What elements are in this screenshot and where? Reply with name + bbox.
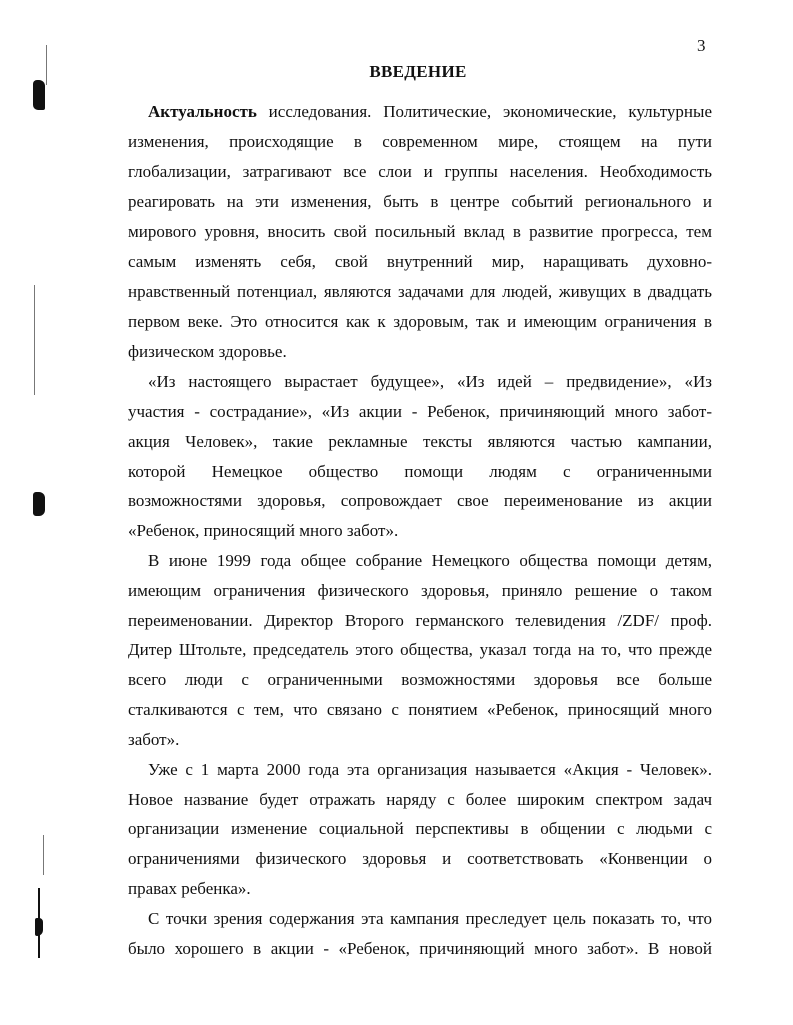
text-line: «Ребенок, приносящий много забот». <box>128 521 399 540</box>
scan-mark <box>35 918 43 936</box>
text-line-rest: исследования. Политические, экономические, культурные <box>256 102 712 121</box>
text-line: Уже с 1 марта 2000 года эта организация называется «Акция - Человек». <box>148 760 712 779</box>
text-line: акция Человек», такие рекламные тексты являются частью кампании, <box>128 432 712 451</box>
text-line: самым изменять себя, свой внутренний мир, наращивать духовно- <box>128 252 712 271</box>
text-line: организации изменение социальной перспективы в общении с людьми с <box>128 819 712 838</box>
text-line: первом веке. Это относится как к здоровым, так и имеющим ограничения в <box>128 312 712 331</box>
text-line: сталкиваются с тем, что связано с понятием «Ребенок, приносящий много <box>128 700 712 719</box>
text-line: В июне 1999 года общее собрание Немецкого общества помощи детям, <box>148 551 712 570</box>
text-line: Новое название будет отражать наряду с более широким спектром задач <box>128 790 712 809</box>
text-line: нравственный потенциал, являются задачами для людей, живущих в двадцать <box>128 282 712 301</box>
text-line: изменения, происходящие в современном мире, стоящем на пути <box>128 132 712 151</box>
text-line: реагировать на эти изменения, быть в центре событий регионального и <box>128 192 712 211</box>
text-line: имеющим ограничения физического здоровья, приняло решение о таком <box>128 581 712 600</box>
text-line: было хорошего в акции - «Ребенок, причиняющий много забот». В новой <box>128 939 712 958</box>
text-line: Дитер Штольте, председатель этого общества, указал тогда на то, что прежде <box>128 640 712 659</box>
text-line: физическом здоровье. <box>128 342 287 361</box>
lead-bold-word: Актуальность <box>148 102 257 121</box>
page-number: 3 <box>697 36 706 55</box>
text-line: которой Немецкое общество помощи людям с ограниченными <box>128 462 712 481</box>
text-line: «Из настоящего вырастает будущее», «Из идей – предвидение», «Из <box>148 372 712 391</box>
text-line: мирового уровня, вносить свой посильный вклад в развитие прогресса, тем <box>128 222 712 241</box>
scan-mark <box>33 80 45 110</box>
text-line: С точки зрения содержания эта кампания преследует цель показать то, что <box>148 909 712 928</box>
scan-mark <box>33 492 45 516</box>
text-line: переименовании. Директор Второго германского телевидения /ZDF/ проф. <box>128 611 712 630</box>
section-heading: ВВЕДЕНИЕ <box>369 62 467 81</box>
text-line: глобализации, затрагивают все слои и группы населения. Необходимость <box>128 162 712 181</box>
text-line <box>148 102 712 122</box>
text-line: ограничениями физического здоровья и соответствовать «Конвенции о <box>128 849 712 868</box>
text-line: забот». <box>128 730 180 749</box>
scan-mark <box>46 45 47 85</box>
scan-mark <box>43 835 44 875</box>
text-line: правах ребенка». <box>128 879 251 898</box>
scan-mark <box>34 285 35 395</box>
text-line: участия - сострадание», «Из акции - Ребенок, причиняющий много забот- <box>128 402 712 421</box>
text-line: возможностями здоровья, сопровождает свое переименование из акции <box>128 491 712 510</box>
text-line: всего люди с ограниченными возможностями здоровья все больше <box>128 670 712 689</box>
